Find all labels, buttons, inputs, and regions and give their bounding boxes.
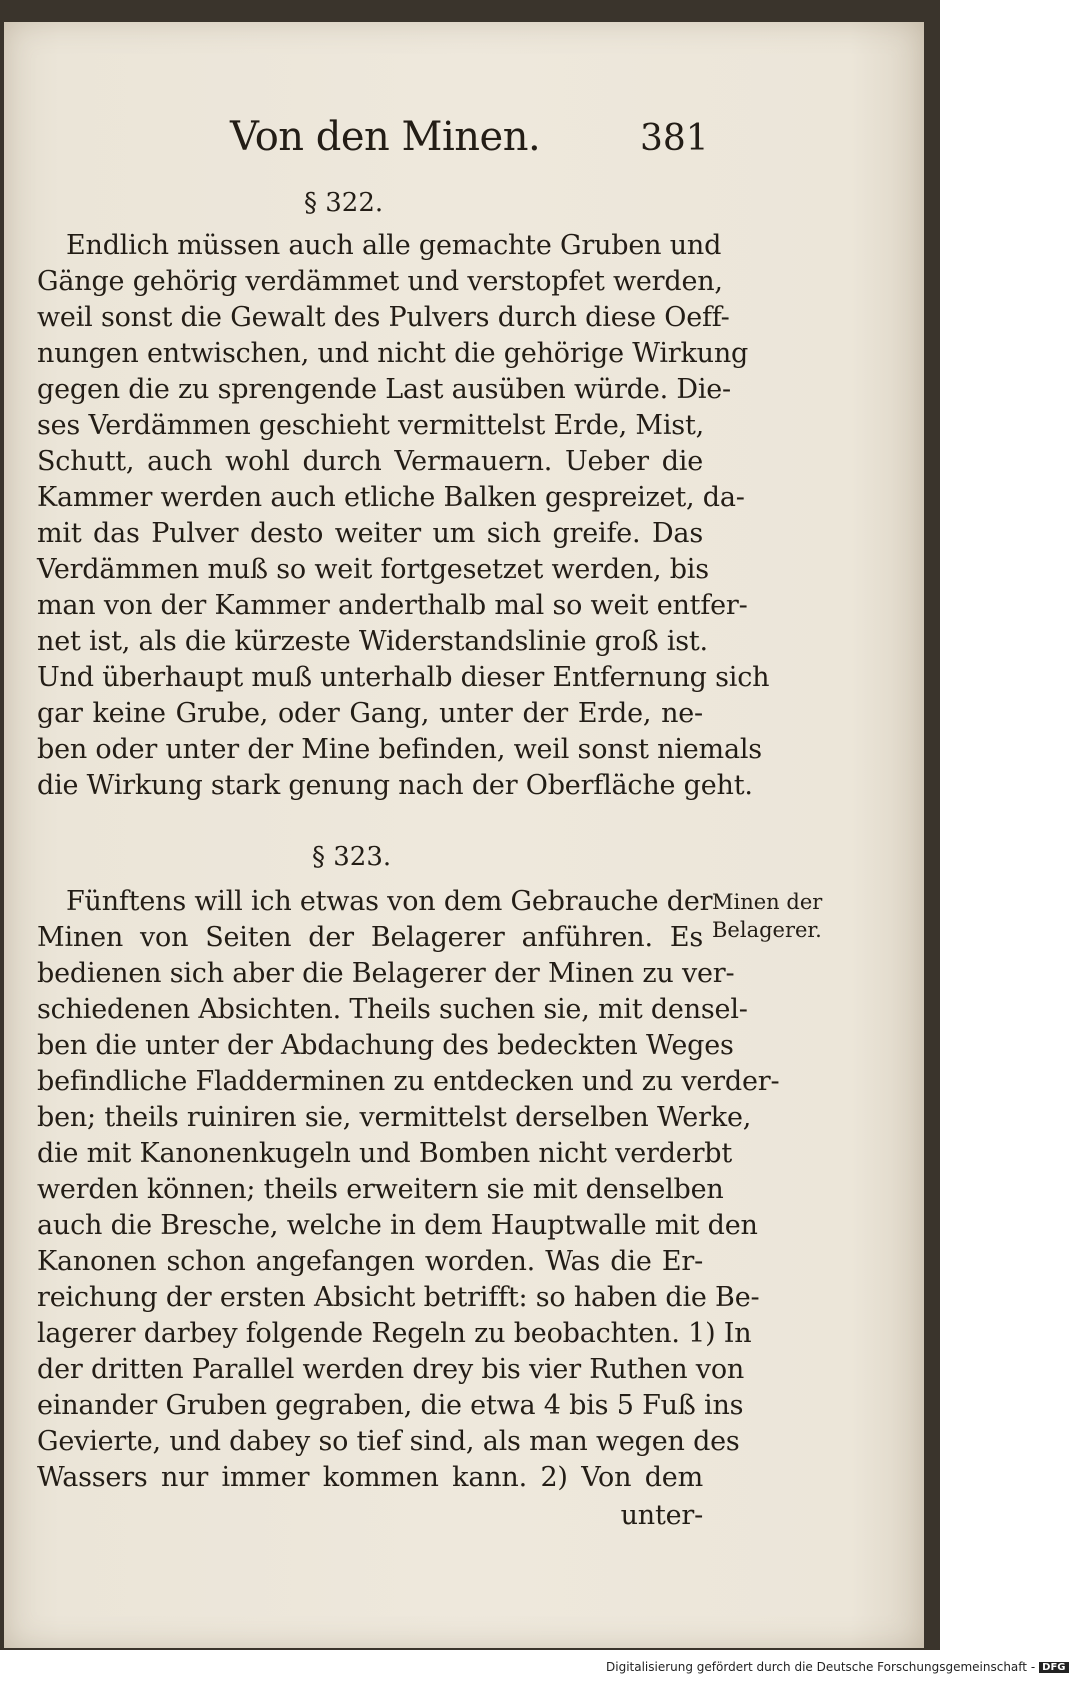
text-line: Minen von Seiten der Belagerer anführen. Es xyxy=(37,922,703,953)
text-line: lagerer darbey folgende Regeln zu beobachten. 1) In xyxy=(37,1318,752,1349)
dfg-logo: DFG xyxy=(1039,1662,1068,1673)
section-323-mark: § 323. xyxy=(312,842,392,872)
page-number: 381 xyxy=(640,118,709,159)
running-title: Von den Minen. xyxy=(230,114,541,160)
text-line: Endlich müssen auch alle gemachte Gruben und xyxy=(66,230,722,261)
text-line: Und überhaupt muß unterhalb dieser Entfernung sich xyxy=(37,662,770,693)
text-line: weil sonst die Gewalt des Pulvers durch diese Oeff- xyxy=(37,302,730,333)
text-line: Kammer werden auch etliche Balken gespreizet, da- xyxy=(37,482,745,513)
page-content xyxy=(4,22,924,1648)
text-line: gar keine Grube, oder Gang, unter der Erde, ne- xyxy=(37,698,703,729)
text-line: bedienen sich aber die Belagerer der Minen zu ver- xyxy=(37,958,735,989)
digitization-credit xyxy=(606,1660,1069,1674)
text-line: Kanonen schon angefangen worden. Was die Er- xyxy=(37,1246,703,1277)
text-line: man von der Kammer anderthalb mal so weit entfer- xyxy=(37,590,748,621)
paper xyxy=(4,22,924,1648)
text-line: Gänge gehörig verdämmet und verstopfet werden, xyxy=(37,266,723,297)
text-line: Schutt, auch wohl durch Vermauern. Ueber die xyxy=(37,446,703,477)
section-322-mark: § 322. xyxy=(304,188,384,218)
text-line: Gevierte, und dabey so tief sind, als man wegen des xyxy=(37,1426,740,1457)
text-line: der dritten Parallel werden drey bis vier Ruthen von xyxy=(37,1354,745,1385)
text-line: ben die unter der Abdachung des bedeckten Weges xyxy=(37,1030,734,1061)
catchword: unter- xyxy=(620,1500,703,1531)
text-line: reichung der ersten Absicht betrifft: so haben die Be- xyxy=(37,1282,760,1313)
text-line: befindliche Fladderminen zu entdecken und zu verder- xyxy=(37,1066,780,1097)
text-line: net ist, als die kürzeste Widerstandslinie groß ist. xyxy=(37,626,708,657)
marginal-note-line: Minen der xyxy=(712,890,823,914)
text-line: die Wirkung stark genung nach der Oberfläche geht. xyxy=(37,770,753,801)
text-line: auch die Bresche, welche in dem Hauptwalle mit den xyxy=(37,1210,758,1241)
text-line: werden können; theils erweitern sie mit denselben xyxy=(37,1174,724,1205)
text-line: Wassers nur immer kommen kann. 2) Von dem xyxy=(37,1462,703,1493)
text-line: ben oder unter der Mine befinden, weil sonst niemals xyxy=(37,734,762,765)
credit-text: Digitalisierung gefördert durch die Deutsche Forschungsgemeinschaft - xyxy=(606,1660,1036,1674)
text-line: einander Gruben gegraben, die etwa 4 bis 5 Fuß ins xyxy=(37,1390,744,1421)
marginal-note-line: Belagerer. xyxy=(712,918,822,942)
text-line: schiedenen Absichten. Theils suchen sie, mit densel- xyxy=(37,994,748,1025)
text-line: die mit Kanonenkugeln und Bomben nicht verderbt xyxy=(37,1138,733,1169)
text-line: nungen entwischen, und nicht die gehörige Wirkung xyxy=(37,338,749,369)
text-line: Fünftens will ich etwas von dem Gebrauche der xyxy=(66,886,713,917)
text-line: ben; theils ruiniren sie, vermittelst derselben Werke, xyxy=(37,1102,752,1133)
text-line: ses Verdämmen geschieht vermittelst Erde, Mist, xyxy=(37,410,704,441)
text-line: mit das Pulver desto weiter um sich greife. Das xyxy=(37,518,703,549)
text-line: Verdämmen muß so weit fortgesetzet werden, bis xyxy=(37,554,709,585)
text-line: gegen die zu sprengende Last ausüben würde. Die- xyxy=(37,374,731,405)
